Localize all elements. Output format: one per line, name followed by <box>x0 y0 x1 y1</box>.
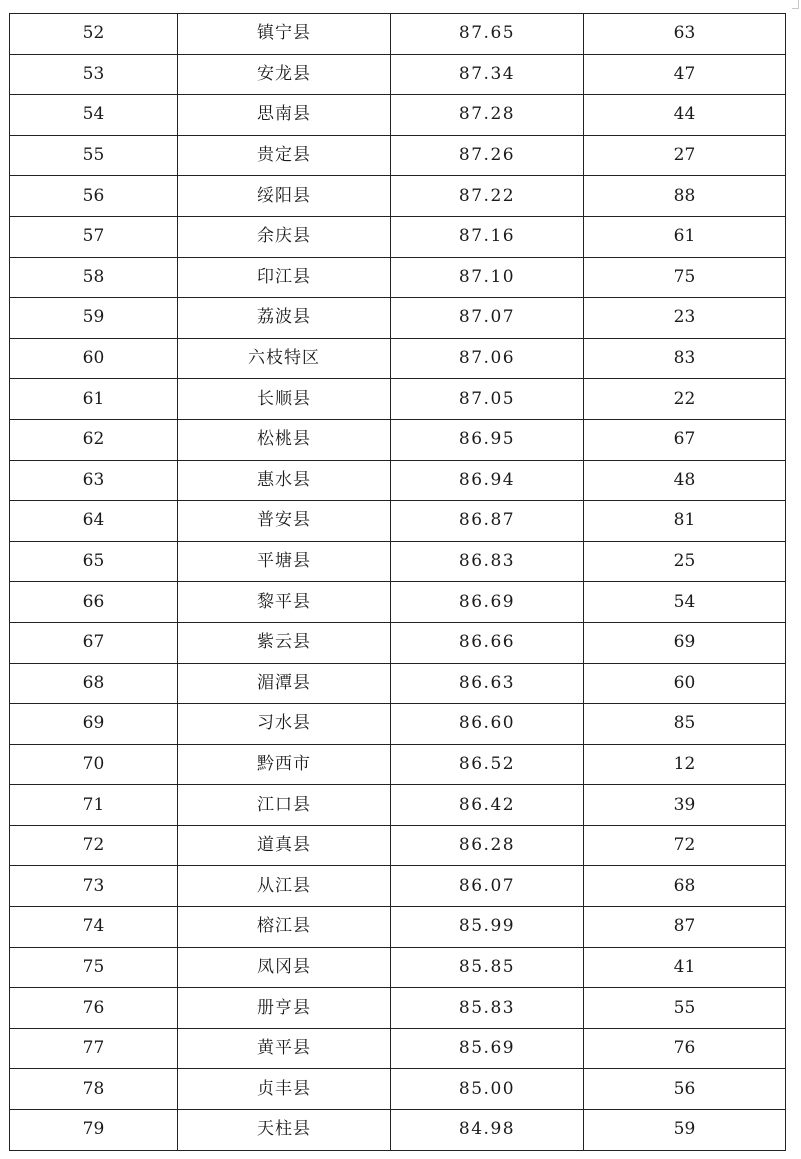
rank-cell: 61 <box>10 379 178 420</box>
county-name-cell: 天柱县 <box>178 1110 391 1151</box>
score-cell: 86.52 <box>391 744 584 785</box>
score-cell: 86.69 <box>391 582 584 623</box>
previous-rank-cell: 44 <box>584 95 786 136</box>
score-cell: 86.42 <box>391 785 584 826</box>
county-name-cell: 惠水县 <box>178 460 391 501</box>
table-row <box>10 501 786 542</box>
rank-cell: 56 <box>10 176 178 217</box>
score-cell: 87.05 <box>391 379 584 420</box>
county-name-cell: 凤冈县 <box>178 947 391 988</box>
previous-rank-cell: 72 <box>584 825 786 866</box>
rank-cell: 77 <box>10 1028 178 1069</box>
county-name-cell: 从江县 <box>178 866 391 907</box>
rank-cell: 58 <box>10 257 178 298</box>
rank-cell: 55 <box>10 135 178 176</box>
rank-cell: 74 <box>10 907 178 948</box>
rank-cell: 76 <box>10 988 178 1029</box>
score-cell: 86.87 <box>391 501 584 542</box>
county-name-cell: 六枝特区 <box>178 338 391 379</box>
previous-rank-cell: 87 <box>584 907 786 948</box>
score-cell: 86.66 <box>391 622 584 663</box>
rank-cell: 60 <box>10 338 178 379</box>
table-row <box>10 216 786 257</box>
ranking-table <box>9 13 786 1151</box>
rank-cell: 65 <box>10 541 178 582</box>
county-name-cell: 江口县 <box>178 785 391 826</box>
rank-cell: 68 <box>10 663 178 704</box>
previous-rank-cell: 25 <box>584 541 786 582</box>
rank-cell: 57 <box>10 216 178 257</box>
score-cell: 87.07 <box>391 298 584 339</box>
table-row <box>10 419 786 460</box>
table-row <box>10 825 786 866</box>
rank-cell: 54 <box>10 95 178 136</box>
score-cell: 87.65 <box>391 14 584 55</box>
score-cell: 86.60 <box>391 704 584 745</box>
score-cell: 85.00 <box>391 1069 584 1110</box>
table-row <box>10 582 786 623</box>
rank-cell: 63 <box>10 460 178 501</box>
rank-cell: 78 <box>10 1069 178 1110</box>
rank-cell: 62 <box>10 419 178 460</box>
table-row <box>10 379 786 420</box>
score-cell: 86.94 <box>391 460 584 501</box>
page-corner-mark <box>792 0 799 9</box>
table-row <box>10 460 786 501</box>
county-name-cell: 贞丰县 <box>178 1069 391 1110</box>
table-row <box>10 135 786 176</box>
previous-rank-cell: 54 <box>584 582 786 623</box>
table-row <box>10 176 786 217</box>
rank-cell: 59 <box>10 298 178 339</box>
score-cell: 87.22 <box>391 176 584 217</box>
previous-rank-cell: 67 <box>584 419 786 460</box>
previous-rank-cell: 23 <box>584 298 786 339</box>
score-cell: 85.99 <box>391 907 584 948</box>
county-name-cell: 贵定县 <box>178 135 391 176</box>
previous-rank-cell: 75 <box>584 257 786 298</box>
score-cell: 86.95 <box>391 419 584 460</box>
rank-cell: 67 <box>10 622 178 663</box>
previous-rank-cell: 41 <box>584 947 786 988</box>
table-row <box>10 54 786 95</box>
rank-cell: 75 <box>10 947 178 988</box>
rank-cell: 52 <box>10 14 178 55</box>
previous-rank-cell: 48 <box>584 460 786 501</box>
table-row <box>10 663 786 704</box>
score-cell: 87.16 <box>391 216 584 257</box>
rank-cell: 66 <box>10 582 178 623</box>
county-name-cell: 平塘县 <box>178 541 391 582</box>
table-row <box>10 744 786 785</box>
rank-cell: 73 <box>10 866 178 907</box>
previous-rank-cell: 63 <box>584 14 786 55</box>
score-cell: 87.26 <box>391 135 584 176</box>
table-row <box>10 95 786 136</box>
rank-cell: 53 <box>10 54 178 95</box>
table-row <box>10 257 786 298</box>
county-name-cell: 荔波县 <box>178 298 391 339</box>
table-row <box>10 622 786 663</box>
county-name-cell: 黎平县 <box>178 582 391 623</box>
previous-rank-cell: 76 <box>584 1028 786 1069</box>
previous-rank-cell: 55 <box>584 988 786 1029</box>
score-cell: 84.98 <box>391 1110 584 1151</box>
score-cell: 85.69 <box>391 1028 584 1069</box>
county-name-cell: 安龙县 <box>178 54 391 95</box>
table-row <box>10 338 786 379</box>
previous-rank-cell: 39 <box>584 785 786 826</box>
table-row <box>10 1110 786 1151</box>
rank-cell: 79 <box>10 1110 178 1151</box>
score-cell: 87.10 <box>391 257 584 298</box>
previous-rank-cell: 59 <box>584 1110 786 1151</box>
table-body <box>10 14 786 1151</box>
table-row <box>10 947 786 988</box>
county-name-cell: 长顺县 <box>178 379 391 420</box>
previous-rank-cell: 60 <box>584 663 786 704</box>
rank-cell: 72 <box>10 825 178 866</box>
county-name-cell: 册亨县 <box>178 988 391 1029</box>
score-cell: 87.06 <box>391 338 584 379</box>
county-name-cell: 习水县 <box>178 704 391 745</box>
table-row <box>10 298 786 339</box>
previous-rank-cell: 12 <box>584 744 786 785</box>
county-name-cell: 黄平县 <box>178 1028 391 1069</box>
score-cell: 87.34 <box>391 54 584 95</box>
table-row <box>10 14 786 55</box>
table-row <box>10 1069 786 1110</box>
previous-rank-cell: 88 <box>584 176 786 217</box>
score-cell: 86.28 <box>391 825 584 866</box>
table-row <box>10 785 786 826</box>
score-cell: 85.85 <box>391 947 584 988</box>
previous-rank-cell: 81 <box>584 501 786 542</box>
county-name-cell: 黔西市 <box>178 744 391 785</box>
score-cell: 85.83 <box>391 988 584 1029</box>
table-row <box>10 907 786 948</box>
county-name-cell: 镇宁县 <box>178 14 391 55</box>
county-name-cell: 普安县 <box>178 501 391 542</box>
previous-rank-cell: 69 <box>584 622 786 663</box>
previous-rank-cell: 27 <box>584 135 786 176</box>
rank-cell: 69 <box>10 704 178 745</box>
table-row <box>10 541 786 582</box>
previous-rank-cell: 56 <box>584 1069 786 1110</box>
county-name-cell: 榕江县 <box>178 907 391 948</box>
county-name-cell: 印江县 <box>178 257 391 298</box>
county-name-cell: 道真县 <box>178 825 391 866</box>
previous-rank-cell: 61 <box>584 216 786 257</box>
table-row <box>10 704 786 745</box>
rank-cell: 64 <box>10 501 178 542</box>
previous-rank-cell: 22 <box>584 379 786 420</box>
score-cell: 87.28 <box>391 95 584 136</box>
table-row <box>10 866 786 907</box>
county-name-cell: 思南县 <box>178 95 391 136</box>
previous-rank-cell: 83 <box>584 338 786 379</box>
score-cell: 86.83 <box>391 541 584 582</box>
table-row <box>10 1028 786 1069</box>
county-name-cell: 紫云县 <box>178 622 391 663</box>
score-cell: 86.07 <box>391 866 584 907</box>
previous-rank-cell: 68 <box>584 866 786 907</box>
rank-cell: 71 <box>10 785 178 826</box>
county-name-cell: 绥阳县 <box>178 176 391 217</box>
county-name-cell: 余庆县 <box>178 216 391 257</box>
previous-rank-cell: 85 <box>584 704 786 745</box>
score-cell: 86.63 <box>391 663 584 704</box>
rank-cell: 70 <box>10 744 178 785</box>
county-name-cell: 湄潭县 <box>178 663 391 704</box>
table-row <box>10 988 786 1029</box>
county-name-cell: 松桃县 <box>178 419 391 460</box>
previous-rank-cell: 47 <box>584 54 786 95</box>
